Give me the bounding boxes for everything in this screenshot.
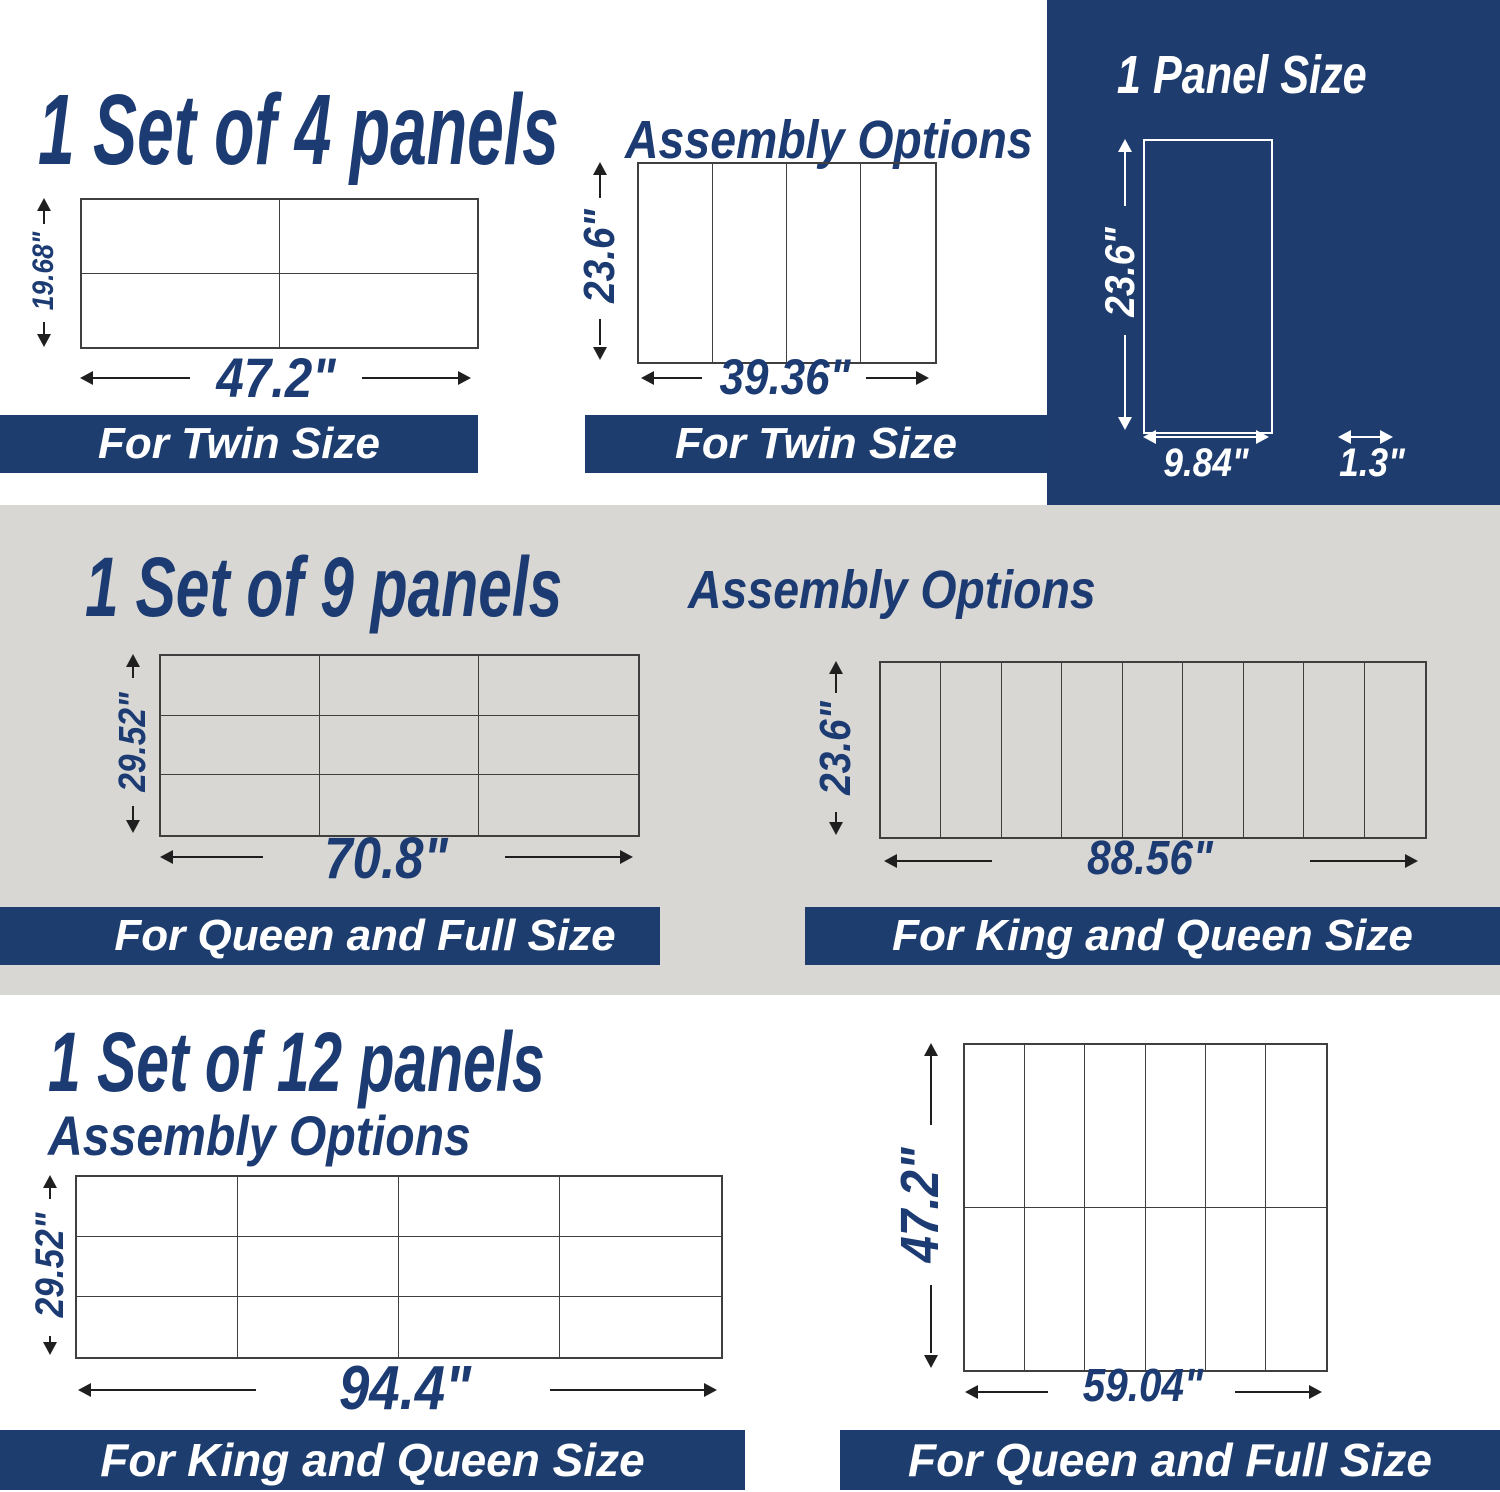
panel-cell (1085, 1208, 1145, 1371)
dimension-line (132, 666, 134, 678)
panel-cell (77, 1297, 238, 1357)
set4-left-width-label: 47.2" (216, 346, 336, 409)
set4-left-height-label: 19.68" (27, 231, 60, 311)
dim-arrow-left-icon (160, 850, 173, 864)
dimension-line (866, 377, 916, 379)
panel-cell (1206, 1045, 1266, 1208)
set9-left-width-label: 70.8" (324, 826, 448, 891)
dimension-line (1235, 1391, 1310, 1393)
panel-cell (1146, 1045, 1206, 1208)
set12-right-height-label: 47.2" (890, 1147, 950, 1263)
panel-cell (1266, 1045, 1326, 1208)
panel-cell (238, 1177, 399, 1237)
panel-cell (1123, 663, 1183, 837)
set4-right-height-label: 23.6" (575, 209, 624, 303)
set9-right-banner: For King and Queen Size (805, 907, 1500, 965)
set12-left-height-label: 29.52" (28, 1212, 72, 1318)
panel-cell (1025, 1208, 1085, 1371)
set4-right-width-label: 39.36" (719, 349, 851, 405)
dimension-line (362, 377, 458, 379)
panel-cell (161, 656, 320, 716)
set9-right-width-label: 88.56" (1087, 832, 1213, 885)
panel-cell (1085, 1045, 1145, 1208)
dimension-line (93, 377, 190, 379)
dim-arrow-down-icon (1118, 417, 1132, 430)
panel-cell (161, 775, 320, 835)
set4-title: 1 Set of 4 panels (38, 74, 559, 186)
dim-arrow-right-icon (704, 1383, 717, 1397)
dim-arrow-right-icon (1309, 1385, 1322, 1399)
panel-cell (399, 1297, 560, 1357)
set12-grid-4x3 (75, 1175, 723, 1359)
panel-cell (479, 656, 638, 716)
dimension-line (91, 1389, 256, 1391)
dimension-line (550, 1389, 705, 1391)
panel-cell (1146, 1208, 1206, 1371)
panel-cell (77, 1177, 238, 1237)
panel-cell (1244, 663, 1304, 837)
set9-grid-3x3 (159, 654, 640, 837)
dim-arrow-right-icon (620, 850, 633, 864)
panel-cell (713, 164, 787, 362)
dimension-line (897, 860, 992, 862)
dim-arrow-left-icon (78, 1383, 91, 1397)
panel-cell (881, 663, 941, 837)
panel-cell (560, 1177, 721, 1237)
panel-cell (82, 200, 280, 274)
dim-arrow-left-icon (1143, 430, 1156, 444)
dimension-line (930, 1285, 932, 1353)
panel-cell (161, 716, 320, 776)
set4-grid-4x1 (637, 162, 937, 364)
panel-cell (77, 1237, 238, 1297)
dim-arrow-down-icon (43, 1342, 57, 1355)
dim-arrow-right-icon (1256, 430, 1269, 444)
set12-left-width-label: 94.4" (338, 1354, 472, 1423)
set4-right-banner: For Twin Size (585, 415, 1047, 473)
panel-side-profile (1325, 130, 1405, 440)
set4-grid-2x2 (80, 198, 479, 349)
panel-cell (965, 1208, 1025, 1371)
panel-cell (238, 1237, 399, 1297)
panel-cell (1025, 1045, 1085, 1208)
set4-left-banner: For Twin Size (0, 415, 478, 473)
dimension-line (978, 1391, 1048, 1393)
dim-arrow-down-icon (126, 820, 140, 833)
dimension-line (599, 319, 601, 345)
set9-title: 1 Set of 9 panels (85, 540, 563, 634)
panel-depth-label: 1.3" (1339, 441, 1405, 485)
panel-cell (1365, 663, 1425, 837)
set9-subtitle: Assembly Options (688, 560, 1096, 620)
dimension-line (1310, 860, 1407, 862)
set9-right-height-label: 23.6" (811, 701, 860, 795)
set12-right-banner: For Queen and Full Size (840, 1430, 1500, 1490)
panel-cell (1183, 663, 1243, 837)
dim-arrow-right-icon (1405, 854, 1418, 868)
dimension-line (835, 673, 837, 693)
panel-cell (560, 1297, 721, 1357)
panel-cell (1002, 663, 1062, 837)
dimension-line (1156, 436, 1256, 438)
panel-cell (82, 274, 280, 348)
panel-width-label: 9.84" (1163, 441, 1249, 485)
dim-arrow-left-icon (884, 854, 897, 868)
dimension-line (835, 812, 837, 822)
set12-subtitle: Assembly Options (48, 1104, 471, 1167)
panel-cell (479, 716, 638, 776)
dimension-line (930, 1055, 932, 1125)
dim-arrow-down-icon (924, 1355, 938, 1368)
panel-cell (787, 164, 861, 362)
set9-left-height-label: 29.52" (112, 692, 154, 792)
panel-cell (399, 1237, 560, 1297)
set12-left-banner: For King and Queen Size (0, 1430, 745, 1490)
dimension-line (599, 174, 601, 198)
panel-cell (399, 1177, 560, 1237)
dimension-line (1351, 436, 1381, 438)
panel-height-label: 23.6" (1096, 227, 1143, 317)
dim-arrow-down-icon (37, 334, 51, 347)
panel-cell (1062, 663, 1122, 837)
set12-right-width-label: 59.04" (1082, 1359, 1204, 1411)
panel-cell (1266, 1208, 1326, 1371)
dimension-line (1124, 151, 1126, 206)
panel-size-title: 1 Panel Size (1116, 45, 1367, 105)
panel-cell (560, 1237, 721, 1297)
panel-cell (479, 775, 638, 835)
panel-cell (1206, 1208, 1266, 1371)
dim-arrow-down-icon (829, 822, 843, 835)
dim-arrow-down-icon (593, 347, 607, 360)
set4-subtitle: Assembly Options (625, 110, 1033, 170)
dim-arrow-right-icon (458, 371, 471, 385)
dimension-line (505, 856, 620, 858)
dim-arrow-left-icon (965, 1385, 978, 1399)
panel-cell (861, 164, 935, 362)
panel-cell (238, 1297, 399, 1357)
set9-grid-9x1 (879, 661, 1427, 839)
panel-cell (639, 164, 713, 362)
panel-cell (965, 1045, 1025, 1208)
dimension-line (43, 322, 45, 334)
panel-cell (1304, 663, 1364, 837)
dimension-line (654, 377, 702, 379)
panel-cell (280, 200, 478, 274)
dim-arrow-left-icon (641, 371, 654, 385)
panel-cell (320, 716, 479, 776)
panel-front-outline (1143, 139, 1273, 434)
set12-grid-6x2 (963, 1043, 1328, 1372)
set12-title: 1 Set of 12 panels (48, 1015, 545, 1109)
panel-cell (280, 274, 478, 348)
dimension-line (49, 1187, 51, 1199)
dim-arrow-right-icon (916, 371, 929, 385)
dimension-line (173, 856, 263, 858)
panel-cell (941, 663, 1001, 837)
dimension-line (43, 210, 45, 224)
panel-cell (320, 656, 479, 716)
set9-left-banner: For Queen and Full Size (0, 907, 660, 965)
dim-arrow-left-icon (80, 371, 93, 385)
dimension-line (1124, 335, 1126, 417)
